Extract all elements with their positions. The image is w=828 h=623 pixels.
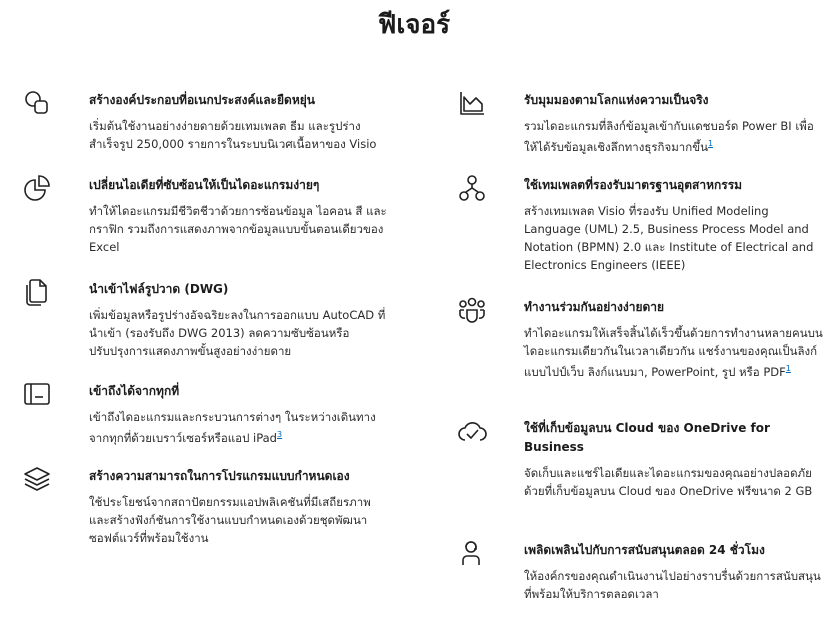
pie-chart-icon (21, 172, 53, 204)
footnote-link[interactable]: 1 (707, 139, 714, 148)
org-chart-icon (456, 172, 488, 204)
feature-description: สร้างเทมเพลต Visio ที่รองรับ Unified Modeling Language (UML) 2.5, Business Process Model and Notation (BPMN) 2.0 และ Institute of Electrical and Electronics Engineers (IEEE) (524, 204, 814, 272)
feature-description: ให้องค์กรของคุณดำเนินงานไปอย่างราบรื่นด้วยการสนับสนุนที่พร้อมให้บริการตลอดเวลา (524, 569, 821, 601)
devices-icon (21, 378, 53, 410)
feature-dwg (89, 280, 389, 360)
feature-description: ใช้ประโยชน์จากสถาปัตยกรรมแอปพลิเคชันที่มีเสถียรภาพ และสร้างฟังก์ชันการใช้งานแบบกำหนดเองด้วยชุดพัฒนาซอฟต์แวร์ที่พร้อมใช้งาน (89, 495, 371, 545)
feature-shapes (89, 91, 389, 153)
feature-support (524, 541, 824, 603)
feature-title: รับมุมมองตามโลกแห่งความเป็นจริง (524, 93, 709, 107)
footnote-link[interactable]: 1 (785, 364, 791, 373)
feature-description: ทำไดอะแกรมให้เสร็จสิ้นได้เร็วขึ้นด้วยการทำงานหลายคนบนไดอะแกรมเดียวกันในเวลาเดียวกัน แชร์งานของคุณเป็นลิงก์แบบไปป์เว็บ ลิงก์แนบมา, PowerPoint, รูป หรือ PDF$^1$ (524, 326, 823, 379)
feature-onedrive (524, 419, 824, 500)
feature-title: เปลี่ยนไอเดียที่ซับซ้อนให้เป็นไดอะแกรมง่ายๆ (89, 178, 320, 192)
feature-pie (89, 176, 389, 256)
cloud-check-icon (456, 415, 488, 447)
feature-description: เข้าถึงไดอะแกรมและกระบวนการต่างๆ ในระหว่างเดินทางจากทุกที่ด้วยเบราว์เซอร์หรือแอป iPad$^3$ (89, 410, 376, 445)
document-copy-icon (21, 276, 53, 308)
feature-title: สร้างความสามารถในการโปรแกรมแบบกำหนดเอง (89, 469, 350, 483)
feature-title: เข้าถึงได้จากทุกที่ (89, 384, 180, 398)
feature-title: ทำงานร่วมกันอย่างง่ายดาย (524, 300, 665, 314)
feature-title: ใช้เทมเพลตที่รองรับมาตรฐานอุตสาหกรรม (524, 178, 743, 192)
data-area-icon (456, 87, 488, 119)
feature-title: เพลิดเพลินไปกับการสนับสนุนตลอด 24 ชั่วโมง (524, 543, 765, 557)
feature-real-world (524, 91, 824, 156)
person-support-icon (456, 537, 488, 569)
people-team-icon (456, 294, 488, 326)
feature-title: สร้างองค์ประกอบที่อเนกประสงค์และยืดหยุ่น (89, 93, 315, 107)
feature-templates (524, 176, 824, 274)
feature-programmability (89, 467, 389, 547)
feature-anywhere (89, 382, 389, 447)
feature-title: นำเข้าไฟล์รูปวาด (DWG) (89, 282, 229, 296)
shapes-icon (21, 87, 53, 119)
layers-icon (21, 463, 53, 495)
footnote-link[interactable]: 3 (277, 430, 283, 439)
feature-description: รวมไดอะแกรมที่ลิงก์ข้อมูลเข้ากับแดชบอร์ด Power BI เพื่อให้ได้รับข้อมูลเชิงลึกทางธุรกิจมากขึ้น$^1$ (524, 119, 814, 154)
feature-description: จัดเก็บและแชร์ไอเดียและไดอะแกรมของคุณอย่างปลอดภัยด้วยที่เก็บข้อมูลบน Cloud ของ OneDrive ฟรีขนาด 2 GB (524, 466, 813, 498)
feature-description: เพิ่มข้อมูลหรือรูปร่างอัจฉริยะลงในการออกแบบ AutoCAD ที่นำเข้า (รองรับถึง DWG 2013) ลดความซับซ้อนหรือปรับปรุงการแสดงภาพขั้นสูงอย่างง่ายดาย (89, 308, 386, 358)
feature-description: เริ่มต้นใช้งานอย่างง่ายดายด้วยเทมเพลต ธีม และรูปร่างสำเร็จรูป 250,000 รายการในระบบนิเวศเนื้อหาของ Visio (89, 119, 377, 151)
feature-title: ใช้ที่เก็บข้อมูลบน Cloud ของ OneDrive for Business (524, 421, 770, 454)
feature-collaborate (524, 298, 824, 381)
feature-description: ทำให้ไดอะแกรมมีชีวิตชีวาด้วยการซ้อนข้อมูล ไอคอน สี และกราฟิก รวมถึงการแสดงภาพจากข้อมูลแบบขั้นตอนเดียวของ Excel (89, 204, 387, 254)
page-title: ฟีเจอร์ (377, 10, 451, 40)
